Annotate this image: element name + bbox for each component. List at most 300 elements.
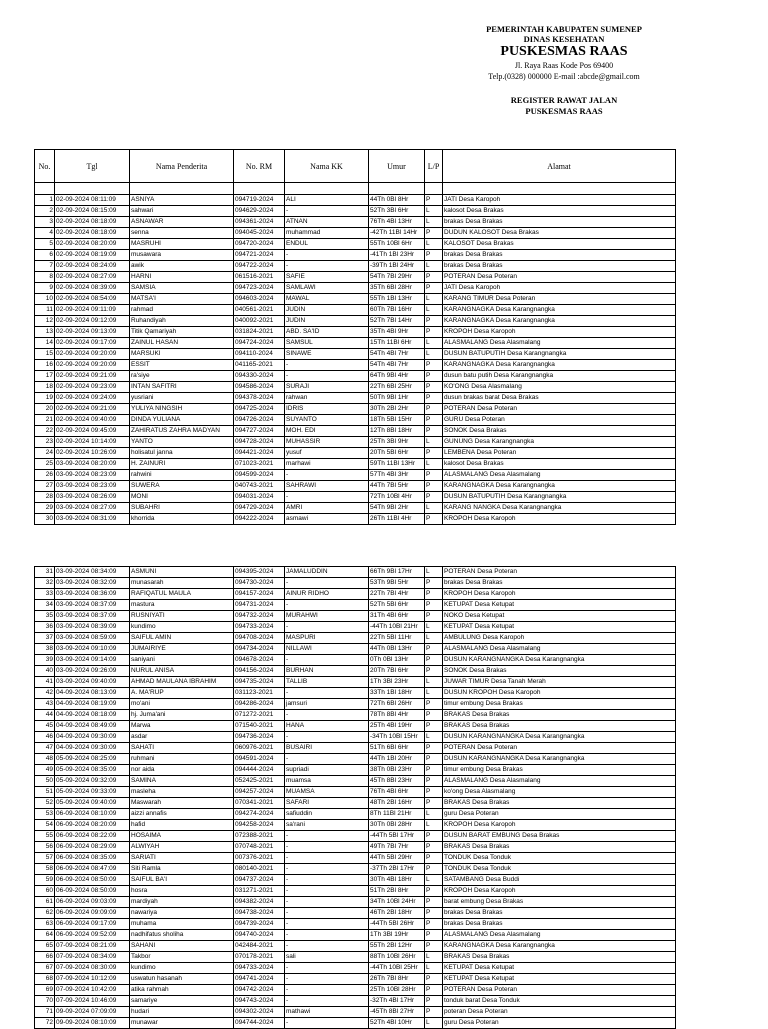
cell-nama-penderita: kundimo bbox=[130, 622, 234, 633]
cell-lp: P bbox=[425, 985, 443, 996]
table-row bbox=[35, 886, 676, 897]
col-no: No. bbox=[35, 150, 55, 183]
cell-umur: 33Th 1Bl 18Hr bbox=[369, 688, 425, 699]
cell-no: 4 bbox=[35, 228, 55, 239]
cell-lp: P bbox=[425, 1007, 443, 1018]
cell-umur: 54Th 9Bl 2Hr bbox=[369, 503, 425, 514]
cell-no-rm: 094743-2024 bbox=[234, 996, 285, 1007]
cell-no-rm: 094330-2024 bbox=[234, 371, 285, 382]
cell-no-rm: 094274-2024 bbox=[234, 809, 285, 820]
cell-no-rm: 080140-2021 bbox=[234, 864, 285, 875]
table-row bbox=[35, 492, 676, 503]
cell-umur: -44Th 10Bl 21Hr bbox=[369, 622, 425, 633]
table-row bbox=[35, 360, 676, 371]
cell-lp: P bbox=[425, 448, 443, 459]
cell-alamat: KETUPAT Desa Ketupat bbox=[443, 600, 676, 611]
cell-umur: 44Th 5Bl 29Hr bbox=[369, 853, 425, 864]
cell-tgl: 02-09-2024 09:24:09 bbox=[55, 393, 130, 404]
cell-no: 65 bbox=[35, 941, 55, 952]
cell-nama-kk: TALLIB bbox=[285, 677, 369, 688]
table-header-row bbox=[35, 150, 676, 183]
cell-no: 35 bbox=[35, 611, 55, 622]
cell-nama-kk: MOH. EDI bbox=[285, 426, 369, 437]
table-row bbox=[35, 327, 676, 338]
cell-alamat: barat embung Desa Brakas bbox=[443, 897, 676, 908]
cell-lp: L bbox=[425, 875, 443, 886]
cell-no: 52 bbox=[35, 798, 55, 809]
cell-nama-kk: NILLAWI bbox=[285, 644, 369, 655]
cell-no-rm: 094708-2024 bbox=[234, 633, 285, 644]
cell-nama-kk: MASPURI bbox=[285, 633, 369, 644]
cell-no-rm: 094302-2024 bbox=[234, 1007, 285, 1018]
cell-lp: P bbox=[425, 919, 443, 930]
cell-tgl: 06-09-2024 09:03:09 bbox=[55, 897, 130, 908]
table-row bbox=[35, 611, 676, 622]
cell-no-rm: 071540-2021 bbox=[234, 721, 285, 732]
cell-no: 60 bbox=[35, 886, 55, 897]
cell-lp: L bbox=[425, 809, 443, 820]
register-subtitle: PUSKESMAS RAAS bbox=[525, 106, 603, 116]
cell-no: 8 bbox=[35, 272, 55, 283]
cell-alamat: JATI Desa Karopoh bbox=[443, 195, 676, 206]
cell-no: 18 bbox=[35, 382, 55, 393]
table-row bbox=[35, 250, 676, 261]
cell-no: 20 bbox=[35, 404, 55, 415]
cell-tgl: 03-09-2024 08:27:09 bbox=[55, 503, 130, 514]
cell-no-rm: 094156-2024 bbox=[234, 666, 285, 677]
cell-tgl: 04-09-2024 09:30:09 bbox=[55, 743, 130, 754]
cell-umur: 25Th 10Bl 28Hr bbox=[369, 985, 425, 996]
cell-umur: 72Th 10Bl 4Hr bbox=[369, 492, 425, 503]
cell-tgl: 02-09-2024 09:12:09 bbox=[55, 316, 130, 327]
cell-alamat: JATI Desa Karopoh bbox=[443, 283, 676, 294]
cell-no: 70 bbox=[35, 996, 55, 1007]
cell-nama-penderita: SAIFUL AMIN bbox=[130, 633, 234, 644]
cell-umur: 35Th 6Bl 28Hr bbox=[369, 283, 425, 294]
table-row bbox=[35, 589, 676, 600]
cell-no-rm: 094731-2024 bbox=[234, 600, 285, 611]
cell-umur: 8Th 11Bl 21Hr bbox=[369, 809, 425, 820]
cell-nama-kk: - bbox=[285, 470, 369, 481]
cell-tgl: 02-09-2024 08:15:09 bbox=[55, 206, 130, 217]
table-row bbox=[35, 908, 676, 919]
cell-no: 16 bbox=[35, 360, 55, 371]
cell-no: 25 bbox=[35, 459, 55, 470]
cell-no-rm: 094719-2024 bbox=[234, 195, 285, 206]
cell-umur: 15Th 11Bl 6Hr bbox=[369, 338, 425, 349]
cell-nama-kk: SAFARI bbox=[285, 798, 369, 809]
cell-umur: 30Th 4Bl 18Hr bbox=[369, 875, 425, 886]
cell-nama-kk: - bbox=[285, 206, 369, 217]
cell-nama-penderita: Titik Qamariyah bbox=[130, 327, 234, 338]
cell-umur: -39Th 1Bl 24Hr bbox=[369, 261, 425, 272]
cell-umur: 76Th 4Bl 6Hr bbox=[369, 787, 425, 798]
cell-umur: 22Th 5Bl 11Hr bbox=[369, 633, 425, 644]
cell-nama-kk: - bbox=[285, 908, 369, 919]
cell-umur: 76Th 4Bl 13Hr bbox=[369, 217, 425, 228]
col-umur: Umur bbox=[369, 150, 425, 183]
table-row bbox=[35, 754, 676, 765]
cell-nama-kk: - bbox=[285, 688, 369, 699]
cell-alamat: KROPOH Desa Karopoh bbox=[443, 589, 676, 600]
cell-alamat: BRAKAS Desa Brakas bbox=[443, 842, 676, 853]
cell-no: 50 bbox=[35, 776, 55, 787]
cell-nama-penderita: munawar bbox=[130, 1018, 234, 1029]
cell-nama-kk: supriadi bbox=[285, 765, 369, 776]
cell-nama-kk: SAHRAWI bbox=[285, 481, 369, 492]
cell-umur: 44Th 7Bl 5Hr bbox=[369, 481, 425, 492]
cell-no-rm: 094678-2024 bbox=[234, 655, 285, 666]
cell-nama-penderita: MASRUHI bbox=[130, 239, 234, 250]
cell-no-rm: 094258-2024 bbox=[234, 820, 285, 831]
cell-nama-penderita: Maswarah bbox=[130, 798, 234, 809]
cell-tgl: 07-09-2024 10:46:09 bbox=[55, 996, 130, 1007]
cell-nama-penderita: ASNIYA bbox=[130, 195, 234, 206]
cell-alamat: DUSUN KARANGNANGKA Desa Karangnangka bbox=[443, 732, 676, 743]
cell-tgl: 02-09-2024 08:20:09 bbox=[55, 239, 130, 250]
cell-tgl: 02-09-2024 08:19:09 bbox=[55, 250, 130, 261]
cell-alamat: SONOK Desa Brakas bbox=[443, 666, 676, 677]
cell-no-rm: 094728-2024 bbox=[234, 437, 285, 448]
cell-no: 66 bbox=[35, 952, 55, 963]
agency-header: DINAS KESEHATAN bbox=[523, 34, 605, 44]
cell-lp: L bbox=[425, 963, 443, 974]
cell-lp: P bbox=[425, 886, 443, 897]
cell-nama-kk: MUHASSIR bbox=[285, 437, 369, 448]
cell-no: 54 bbox=[35, 820, 55, 831]
cell-tgl: 06-09-2024 08:50:09 bbox=[55, 875, 130, 886]
cell-umur: 1Th 3Bl 19Hr bbox=[369, 930, 425, 941]
cell-alamat: KALOSOT Desa Brakas bbox=[443, 239, 676, 250]
cell-tgl: 04-09-2024 08:13:09 bbox=[55, 688, 130, 699]
cell-tgl: 07-09-2024 08:30:09 bbox=[55, 963, 130, 974]
cell-tgl: 04-09-2024 08:19:09 bbox=[55, 699, 130, 710]
cell-tgl: 03-09-2024 08:20:09 bbox=[55, 459, 130, 470]
cell-nama-kk: ALI bbox=[285, 195, 369, 206]
cell-nama-penderita: mo'ani bbox=[130, 699, 234, 710]
cell-alamat: DUSUN KROPOH Desa Karopoh bbox=[443, 688, 676, 699]
cell-no-rm: 042484-2021 bbox=[234, 941, 285, 952]
cell-umur: 66Th 9Bl 17Hr bbox=[369, 567, 425, 578]
cell-lp: L bbox=[425, 239, 443, 250]
cell-no: 29 bbox=[35, 503, 55, 514]
cell-alamat: dusun batu putih Desa Karangnangka bbox=[443, 371, 676, 382]
table-row bbox=[35, 349, 676, 360]
cell-lp: P bbox=[425, 316, 443, 327]
cell-nama-penderita: ASMUNI bbox=[130, 567, 234, 578]
table-row bbox=[35, 437, 676, 448]
cell-umur: 45Th 8Bl 23Hr bbox=[369, 776, 425, 787]
cell-nama-kk: ABD. SA'ID bbox=[285, 327, 369, 338]
cell-nama-penderita: YULIYA NINGSIH bbox=[130, 404, 234, 415]
cell-tgl: 04-09-2024 08:18:09 bbox=[55, 710, 130, 721]
cell-no: 36 bbox=[35, 622, 55, 633]
cell-alamat: KROPOH Desa Karopoh bbox=[443, 886, 676, 897]
cell-alamat: KROPOH Desa Karopoh bbox=[443, 514, 676, 525]
cell-nama-kk: ENDUL bbox=[285, 239, 369, 250]
cell-tgl: 02-09-2024 08:24:09 bbox=[55, 261, 130, 272]
cell-no-rm: 094031-2024 bbox=[234, 492, 285, 503]
cell-tgl: 02-09-2024 09:20:09 bbox=[55, 360, 130, 371]
cell-no-rm: 094729-2024 bbox=[234, 503, 285, 514]
table-row bbox=[35, 622, 676, 633]
cell-no: 23 bbox=[35, 437, 55, 448]
cell-umur: 34Th 10Bl 24Hr bbox=[369, 897, 425, 908]
cell-alamat: DUDUN KALOSOT Desa Brakas bbox=[443, 228, 676, 239]
table-row bbox=[35, 842, 676, 853]
cell-alamat: ko'ong Desa Alasmalang bbox=[443, 787, 676, 798]
cell-no-rm: 094735-2024 bbox=[234, 677, 285, 688]
cell-no-rm: 094378-2024 bbox=[234, 393, 285, 404]
cell-no: 69 bbox=[35, 985, 55, 996]
table-row bbox=[35, 952, 676, 963]
cell-tgl: 03-09-2024 08:59:09 bbox=[55, 633, 130, 644]
table-row bbox=[35, 514, 676, 525]
cell-tgl: 02-09-2024 08:11:09 bbox=[55, 195, 130, 206]
table-row bbox=[35, 338, 676, 349]
table-row bbox=[35, 666, 676, 677]
cell-tgl: 07-09-2024 10:12:09 bbox=[55, 974, 130, 985]
cell-no-rm: 094737-2024 bbox=[234, 875, 285, 886]
cell-tgl: 05-09-2024 08:35:09 bbox=[55, 765, 130, 776]
cell-no-rm: 094742-2024 bbox=[234, 985, 285, 996]
cell-alamat: kalosot Desa Brakas bbox=[443, 459, 676, 470]
cell-nama-penderita: muhama bbox=[130, 919, 234, 930]
cell-no-rm: 071272-2021 bbox=[234, 710, 285, 721]
cell-umur: 51Th 6Bl 6Hr bbox=[369, 743, 425, 754]
table-row bbox=[35, 459, 676, 470]
cell-tgl: 06-09-2024 08:50:09 bbox=[55, 886, 130, 897]
table-row bbox=[35, 765, 676, 776]
cell-no-rm: 041165-2021 bbox=[234, 360, 285, 371]
cell-tgl: 03-09-2024 09:14:09 bbox=[55, 655, 130, 666]
cell-nama-kk: - bbox=[285, 919, 369, 930]
cell-lp: P bbox=[425, 710, 443, 721]
cell-alamat: KROPOH Desa Karopoh bbox=[443, 820, 676, 831]
cell-no-rm: 094722-2024 bbox=[234, 261, 285, 272]
cell-nama-penderita: hudari bbox=[130, 1007, 234, 1018]
cell-nama-kk: AINUR RIDHO bbox=[285, 589, 369, 600]
cell-alamat: NOKO Desa Ketupat bbox=[443, 611, 676, 622]
table-row bbox=[35, 831, 676, 842]
cell-alamat: KETUPAT Desa Ketupat bbox=[443, 622, 676, 633]
cell-lp: P bbox=[425, 360, 443, 371]
table-row bbox=[35, 371, 676, 382]
cell-umur: 55Th 1Bl 13Hr bbox=[369, 294, 425, 305]
cell-tgl: 03-09-2024 08:37:09 bbox=[55, 611, 130, 622]
cell-alamat: LEMBENA Desa Poteran bbox=[443, 448, 676, 459]
cell-lp: P bbox=[425, 470, 443, 481]
cell-nama-penderita: SAHANI bbox=[130, 941, 234, 952]
cell-no-rm: 052425-2021 bbox=[234, 776, 285, 787]
cell-lp: P bbox=[425, 974, 443, 985]
cell-lp: L bbox=[425, 217, 443, 228]
cell-no-rm: 094603-2024 bbox=[234, 294, 285, 305]
cell-alamat: ALASMALANG Desa Alasmalang bbox=[443, 776, 676, 787]
cell-umur: 48Th 2Bl 16Hr bbox=[369, 798, 425, 809]
cell-lp: P bbox=[425, 743, 443, 754]
cell-no: 61 bbox=[35, 897, 55, 908]
cell-no: 72 bbox=[35, 1018, 55, 1029]
cell-umur: 53Th 9Bl 5Hr bbox=[369, 578, 425, 589]
cell-alamat: KARANG TIMUR Desa Poteran bbox=[443, 294, 676, 305]
table-spacer-row bbox=[35, 183, 676, 195]
cell-no-rm: 094741-2024 bbox=[234, 974, 285, 985]
cell-nama-penderita: aizzi annafis bbox=[130, 809, 234, 820]
cell-tgl: 02-09-2024 09:21:09 bbox=[55, 371, 130, 382]
cell-lp: L bbox=[425, 349, 443, 360]
cell-lp: L bbox=[425, 633, 443, 644]
table-row bbox=[35, 382, 676, 393]
cell-umur: 0Th 0Bl 13Hr bbox=[369, 655, 425, 666]
cell-tgl: 07-09-2024 10:42:09 bbox=[55, 985, 130, 996]
cell-no: 41 bbox=[35, 677, 55, 688]
cell-no: 40 bbox=[35, 666, 55, 677]
cell-lp: P bbox=[425, 250, 443, 261]
cell-nama-kk: MAWAL bbox=[285, 294, 369, 305]
cell-alamat: DUSUN BARAT EMBUNG Desa Brakas bbox=[443, 831, 676, 842]
cell-no-rm: 031123-2021 bbox=[234, 688, 285, 699]
table-row bbox=[35, 283, 676, 294]
cell-no: 7 bbox=[35, 261, 55, 272]
cell-no-rm: 094736-2024 bbox=[234, 732, 285, 743]
cell-tgl: 07-09-2024 08:34:09 bbox=[55, 952, 130, 963]
cell-no-rm: 094591-2024 bbox=[234, 754, 285, 765]
cell-no: 53 bbox=[35, 809, 55, 820]
table-row bbox=[35, 864, 676, 875]
cell-no: 31 bbox=[35, 567, 55, 578]
col-tgl: Tgl bbox=[55, 150, 130, 183]
cell-tgl: 09-09-2024 07:09:09 bbox=[55, 1007, 130, 1018]
cell-umur: 51Th 2Bl 8Hr bbox=[369, 886, 425, 897]
cell-umur: 72Th 6Bl 26Hr bbox=[369, 699, 425, 710]
cell-nama-kk: - bbox=[285, 250, 369, 261]
cell-umur: 31Th 4Bl 6Hr bbox=[369, 611, 425, 622]
cell-lp: L bbox=[425, 677, 443, 688]
cell-no-rm: 094732-2024 bbox=[234, 611, 285, 622]
cell-lp: P bbox=[425, 481, 443, 492]
cell-nama-kk: - bbox=[285, 974, 369, 985]
cell-lp: P bbox=[425, 699, 443, 710]
table-row bbox=[35, 655, 676, 666]
cell-umur: 55Th 2Bl 12Hr bbox=[369, 941, 425, 952]
cell-umur: 59Th 11Bl 13Hr bbox=[369, 459, 425, 470]
cell-nama-penderita: uswatun hasanah bbox=[130, 974, 234, 985]
table-row bbox=[35, 415, 676, 426]
cell-tgl: 02-09-2024 08:27:09 bbox=[55, 272, 130, 283]
cell-lp: L bbox=[425, 688, 443, 699]
cell-no: 38 bbox=[35, 644, 55, 655]
cell-nama-kk: SAMSUL bbox=[285, 338, 369, 349]
cell-no-rm: 094725-2024 bbox=[234, 404, 285, 415]
cell-no-rm: 094444-2024 bbox=[234, 765, 285, 776]
cell-umur: -44Th 5Bl 26Hr bbox=[369, 919, 425, 930]
cell-nama-penderita: munasarah bbox=[130, 578, 234, 589]
cell-tgl: 06-09-2024 08:20:09 bbox=[55, 820, 130, 831]
cell-alamat: AMBULUNG Desa Karopoh bbox=[443, 633, 676, 644]
cell-tgl: 02-09-2024 09:20:09 bbox=[55, 349, 130, 360]
cell-no: 3 bbox=[35, 217, 55, 228]
cell-lp: P bbox=[425, 754, 443, 765]
cell-alamat: SONOK Desa Brakas bbox=[443, 426, 676, 437]
table-row bbox=[35, 930, 676, 941]
cell-lp: L bbox=[425, 294, 443, 305]
cell-no: 10 bbox=[35, 294, 55, 305]
cell-nama-kk: - bbox=[285, 930, 369, 941]
cell-nama-penderita: ASNAWAR bbox=[130, 217, 234, 228]
cell-tgl: 05-09-2024 09:32:09 bbox=[55, 776, 130, 787]
cell-tgl: 03-09-2024 08:23:09 bbox=[55, 481, 130, 492]
col-nama-kk: Nama KK bbox=[285, 150, 369, 183]
cell-nama-kk: - bbox=[285, 732, 369, 743]
cell-nama-kk: SINAWE bbox=[285, 349, 369, 360]
cell-lp: P bbox=[425, 415, 443, 426]
cell-nama-kk: safiuddin bbox=[285, 809, 369, 820]
cell-nama-kk: - bbox=[285, 360, 369, 371]
cell-no-rm: 094727-2024 bbox=[234, 426, 285, 437]
cell-umur: 30Th 2Bl 2Hr bbox=[369, 404, 425, 415]
table-row bbox=[35, 941, 676, 952]
cell-no: 11 bbox=[35, 305, 55, 316]
cell-no: 56 bbox=[35, 842, 55, 853]
cell-no: 27 bbox=[35, 481, 55, 492]
cell-lp: P bbox=[425, 666, 443, 677]
table-row bbox=[35, 897, 676, 908]
cell-no-rm: 094721-2024 bbox=[234, 250, 285, 261]
cell-lp: P bbox=[425, 600, 443, 611]
cell-no-rm: 040092-2021 bbox=[234, 316, 285, 327]
cell-umur: 50Th 9Bl 1Hr bbox=[369, 393, 425, 404]
register-title: REGISTER RAWAT JALAN bbox=[510, 95, 618, 105]
cell-umur: 88Th 10Bl 26Hr bbox=[369, 952, 425, 963]
cell-no-rm: 094110-2024 bbox=[234, 349, 285, 360]
cell-nama-penderita: nawariya bbox=[130, 908, 234, 919]
table-row bbox=[35, 426, 676, 437]
cell-lp: P bbox=[425, 228, 443, 239]
cell-no-rm: 094723-2024 bbox=[234, 283, 285, 294]
cell-nama-kk: AMRI bbox=[285, 503, 369, 514]
cell-umur: -32Th 4Bl 17Hr bbox=[369, 996, 425, 1007]
cell-nama-kk: MURAHWI bbox=[285, 611, 369, 622]
cell-lp: P bbox=[425, 492, 443, 503]
register-table-page-1 bbox=[34, 149, 676, 525]
cell-lp: P bbox=[425, 283, 443, 294]
table-row bbox=[35, 919, 676, 930]
cell-nama-penderita: MARSUKI bbox=[130, 349, 234, 360]
cell-no: 51 bbox=[35, 787, 55, 798]
cell-tgl: 02-09-2024 08:54:09 bbox=[55, 294, 130, 305]
cell-nama-penderita: nor aida bbox=[130, 765, 234, 776]
cell-nama-kk: SUYANTO bbox=[285, 415, 369, 426]
cell-alamat: POTERAN Desa Poteran bbox=[443, 985, 676, 996]
cell-no-rm: 094738-2024 bbox=[234, 908, 285, 919]
cell-no-rm: 094045-2024 bbox=[234, 228, 285, 239]
cell-umur: 54Th 7Bl 29Hr bbox=[369, 272, 425, 283]
cell-alamat: KARANGNAGKA Desa Karangnangka bbox=[443, 316, 676, 327]
cell-nama-penderita: NURUL ANISA bbox=[130, 666, 234, 677]
cell-nama-kk: IDRIS bbox=[285, 404, 369, 415]
cell-tgl: 03-09-2024 08:26:09 bbox=[55, 492, 130, 503]
cell-no: 57 bbox=[35, 853, 55, 864]
cell-umur: 35Th 4Bl 9Hr bbox=[369, 327, 425, 338]
cell-no: 28 bbox=[35, 492, 55, 503]
cell-no-rm: 094744-2024 bbox=[234, 1018, 285, 1029]
cell-tgl: 03-09-2024 09:26:09 bbox=[55, 666, 130, 677]
cell-lp: P bbox=[425, 864, 443, 875]
cell-no: 33 bbox=[35, 589, 55, 600]
cell-lp: P bbox=[425, 382, 443, 393]
table-row bbox=[35, 985, 676, 996]
